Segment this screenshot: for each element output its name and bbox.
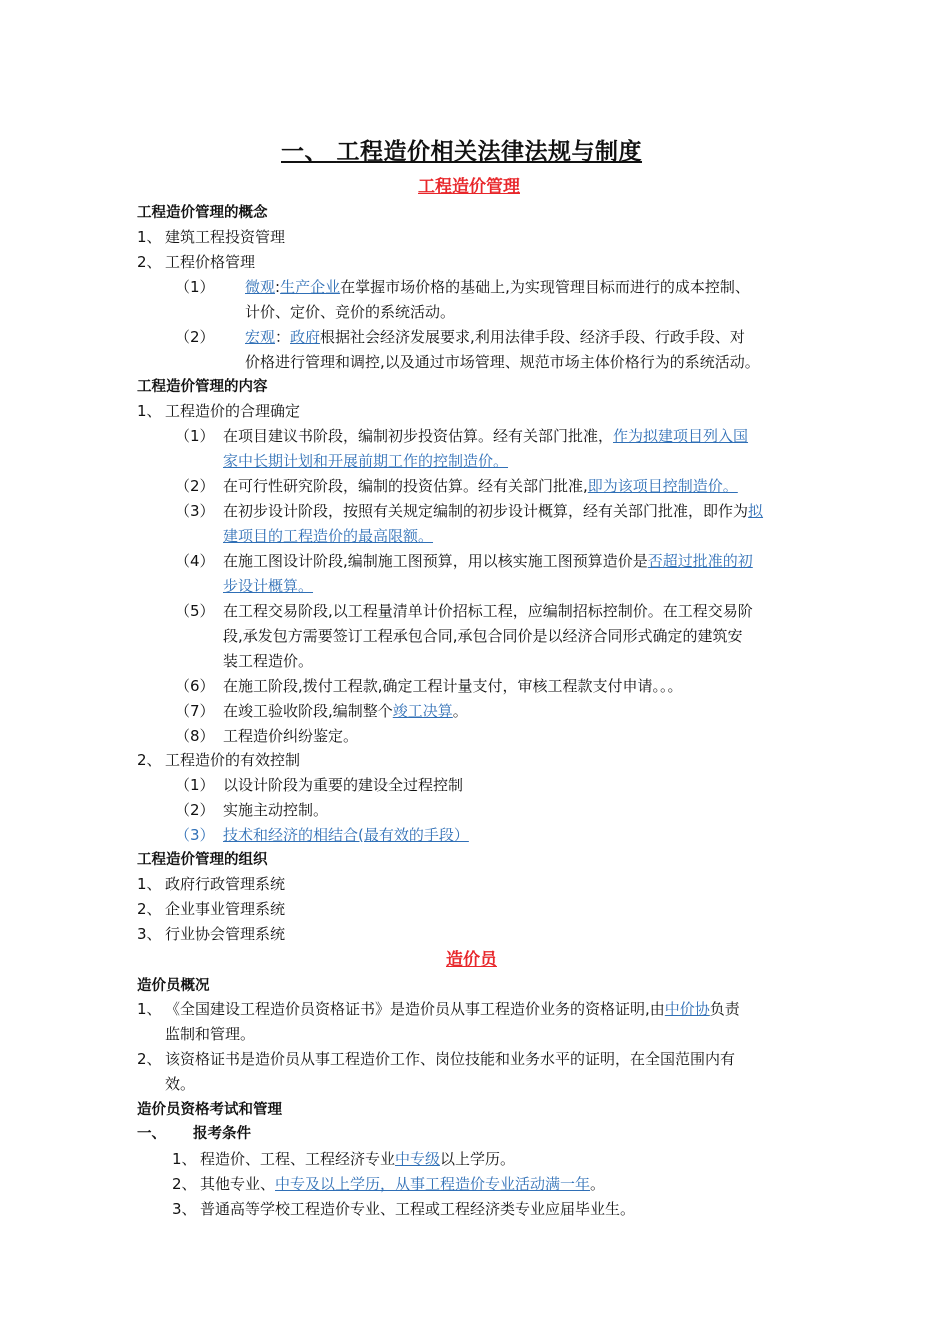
overview-item-2-cont: 效。 xyxy=(165,1075,196,1093)
sub-item-macro: （2） 宏观：政府根据社会经济发展要求,利用法律手段、经济手段、行政手段、对 xyxy=(175,328,745,346)
list-item: 3、 行业协会管理系统 xyxy=(137,925,286,943)
subheading-overview: 造价员概况 xyxy=(137,978,210,994)
list-item: 1、 建筑工程投资管理 xyxy=(137,228,286,246)
document-title xyxy=(281,137,642,167)
link-cost-association[interactable]: 中价协 xyxy=(664,1000,710,1018)
subheading-concept: 工程造价管理的概念 xyxy=(137,205,268,221)
link-p1-cont[interactable]: 家中长期计划和开展前期工作的控制造价。 xyxy=(223,452,509,470)
control-q2: （2） 实施主动控制。 xyxy=(175,801,329,819)
subheading-content: 工程造价管理的内容 xyxy=(137,379,268,395)
link-government[interactable]: 政府 xyxy=(290,328,321,346)
sub-item-micro: （1） 微观:生产企业在掌握市场价格的基础上,为实现管理目标而进行的成本控制、 xyxy=(175,278,750,296)
sub-item-macro-cont: 价格进行管理和调控,以及通过市场管理、规范市场主体价格行为的系统活动。 xyxy=(245,353,760,371)
subheading-exam: 造价员资格考试和管理 xyxy=(137,1102,282,1118)
link-technical-secondary[interactable]: 中专级 xyxy=(395,1150,441,1168)
overview-item-1: 1、 《全国建设工程造价员资格证书》是造价员从事工程造价业务的资格证明,由中价协负责 xyxy=(137,1000,740,1018)
link-p1[interactable]: 作为拟建项目列入国 xyxy=(613,427,749,445)
list-item: 2、 工程价格管理 xyxy=(137,253,256,271)
link-final-accounts[interactable]: 竣工决算 xyxy=(392,702,453,720)
overview-item-2: 2、 该资格证书是造价员从事工程造价工作、岗位技能和业务水平的证明，在全国范围内有 xyxy=(137,1050,736,1068)
exam-condition-2: 2、 其他专业、中专及以上学历，从事工程造价专业活动满一年。 xyxy=(172,1175,606,1193)
link-p4[interactable]: 否超过批准的初 xyxy=(647,552,753,570)
sub-item-micro-cont: 计价、定价、竞价的系统活动。 xyxy=(245,303,456,321)
link-micro[interactable]: 微观 xyxy=(245,278,276,296)
content-p5: （5） 在工程交易阶段,以工程量清单计价招标工程，应编制招标控制价。在工程交易阶 xyxy=(175,602,753,620)
link-macro[interactable]: 宏观 xyxy=(245,328,276,346)
content-p5-line3: 装工程造价。 xyxy=(223,652,314,670)
control-q1: （1） 以设计阶段为重要的建设全过程控制 xyxy=(175,776,464,794)
link-p4-cont[interactable]: 步设计概算。 xyxy=(223,577,314,595)
list-item: 1、 政府行政管理系统 xyxy=(137,875,286,893)
content-p7: （7） 在竣工验收阶段,编制整个竣工决算。 xyxy=(175,702,468,720)
exam-condition-1: 1、 程造价、工程、工程经济专业中专级以上学历。 xyxy=(172,1150,516,1168)
content-p2: （2） 在可行性研究阶段，编制的投资估算。经有关部门批准,即为该项目控制造价。 xyxy=(175,477,738,495)
list-item: 2、 企业事业管理系统 xyxy=(137,900,286,918)
exam-condition-3: 3、 普通高等学校工程造价专业、工程或工程经济类专业应届毕业生。 xyxy=(172,1200,636,1218)
title-number: 一、 xyxy=(281,139,328,165)
content-p3: （3） 在初步设计阶段，按照有关规定编制的初步设计概算，经有关部门批准，即作为拟 xyxy=(175,502,764,520)
list-item: 2、 工程造价的有效控制 xyxy=(137,751,301,769)
link-p3[interactable]: 拟 xyxy=(748,502,764,520)
link-p3-cont[interactable]: 建项目的工程造价的最高限额。 xyxy=(223,527,434,545)
content-p6: （6） 在施工阶段,拨付工程款,确定工程计量支付，审核工程款支付申请。。。 xyxy=(175,677,683,695)
content-p4: （4） 在施工图设计阶段,编制施工图预算，用以核实施工图预算造价是否超过批准的初 xyxy=(175,552,753,570)
list-item: 1、 工程造价的合理确定 xyxy=(137,402,301,420)
title-text: 工程造价相关法律法规与制度 xyxy=(336,139,643,165)
link-education-experience[interactable]: 中专及以上学历，从事工程造价专业活动满一年 xyxy=(275,1175,591,1193)
content-p8: （8） 工程造价纠纷鉴定。 xyxy=(175,727,359,745)
section-heading-cost-estimator: 造价员 xyxy=(446,950,497,970)
content-p5-line2: 段,承发包方需要签订工程承包合同,承包合同价是以经济合同形式确定的建筑安 xyxy=(223,627,743,645)
overview-item-1-cont: 监制和管理。 xyxy=(165,1025,256,1043)
link-tech-economy[interactable]: 技术和经济的相结合(最有效的手段） xyxy=(223,826,469,844)
exam-subheading: 一、 报考条件 xyxy=(137,1126,251,1142)
control-q3: （3） 技术和经济的相结合(最有效的手段） xyxy=(175,826,469,844)
content-p1: （1） 在项目建议书阶段，编制初步投资估算。经有关部门批准，作为拟建项目列入国 xyxy=(175,427,749,445)
subheading-organization: 工程造价管理的组织 xyxy=(137,852,268,868)
link-p2[interactable]: 即为该项目控制造价。 xyxy=(587,477,738,495)
section-heading-cost-management: 工程造价管理 xyxy=(418,177,520,197)
link-production-enterprise[interactable]: 生产企业 xyxy=(280,278,341,296)
